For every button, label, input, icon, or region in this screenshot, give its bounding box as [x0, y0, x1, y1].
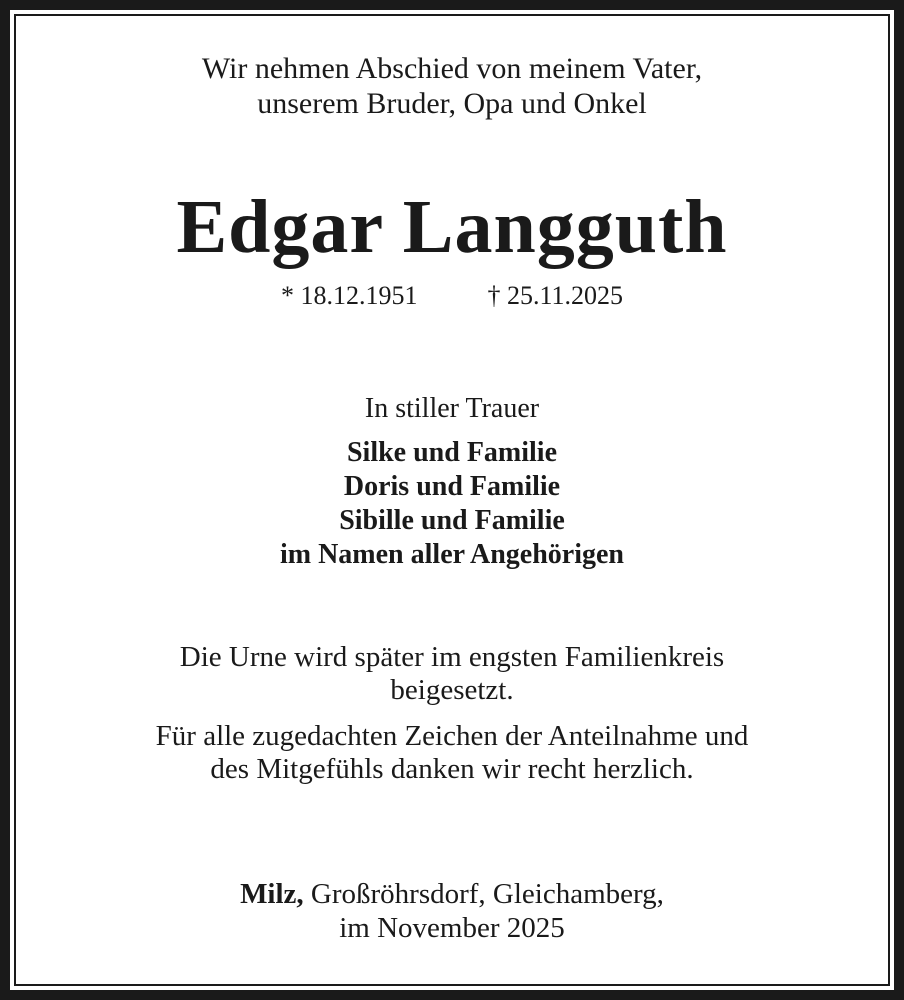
burial-text-line-1: Die Urne wird später im engsten Familienkreis	[179, 641, 725, 673]
thanks-text-line-1: Für alle zugedachten Zeichen der Anteilnahme und	[155, 720, 749, 752]
deceased-name: Edgar Langguth	[176, 185, 728, 269]
place-bold-town: Milz,	[240, 878, 304, 910]
death-date: † 25.11.2025	[487, 281, 624, 310]
life-dates	[0, 281, 904, 311]
burial-text-line-2: beigesetzt.	[390, 674, 514, 706]
intro-line-1: Wir nehmen Abschied von meinem Vater,	[201, 52, 703, 85]
place-line	[0, 877, 904, 911]
birth-date: * 18.12.1951	[280, 281, 418, 310]
mourner-line: im Namen aller Angehörigen	[279, 539, 624, 570]
mourner-line: Silke und Familie	[346, 437, 558, 468]
mourning-heading: In stiller Trauer	[364, 393, 540, 424]
mourner-line: Sibille und Familie	[339, 505, 565, 536]
place-other-towns: Großröhrsdorf, Gleichamberg,	[310, 878, 664, 910]
thanks-text-line-2: des Mitgefühls danken wir recht herzlich.	[210, 753, 694, 785]
intro-line-2: unserem Bruder, Opa und Onkel	[257, 87, 647, 120]
mourner-line: Doris und Familie	[343, 471, 561, 502]
place-date: im November 2025	[339, 912, 565, 944]
